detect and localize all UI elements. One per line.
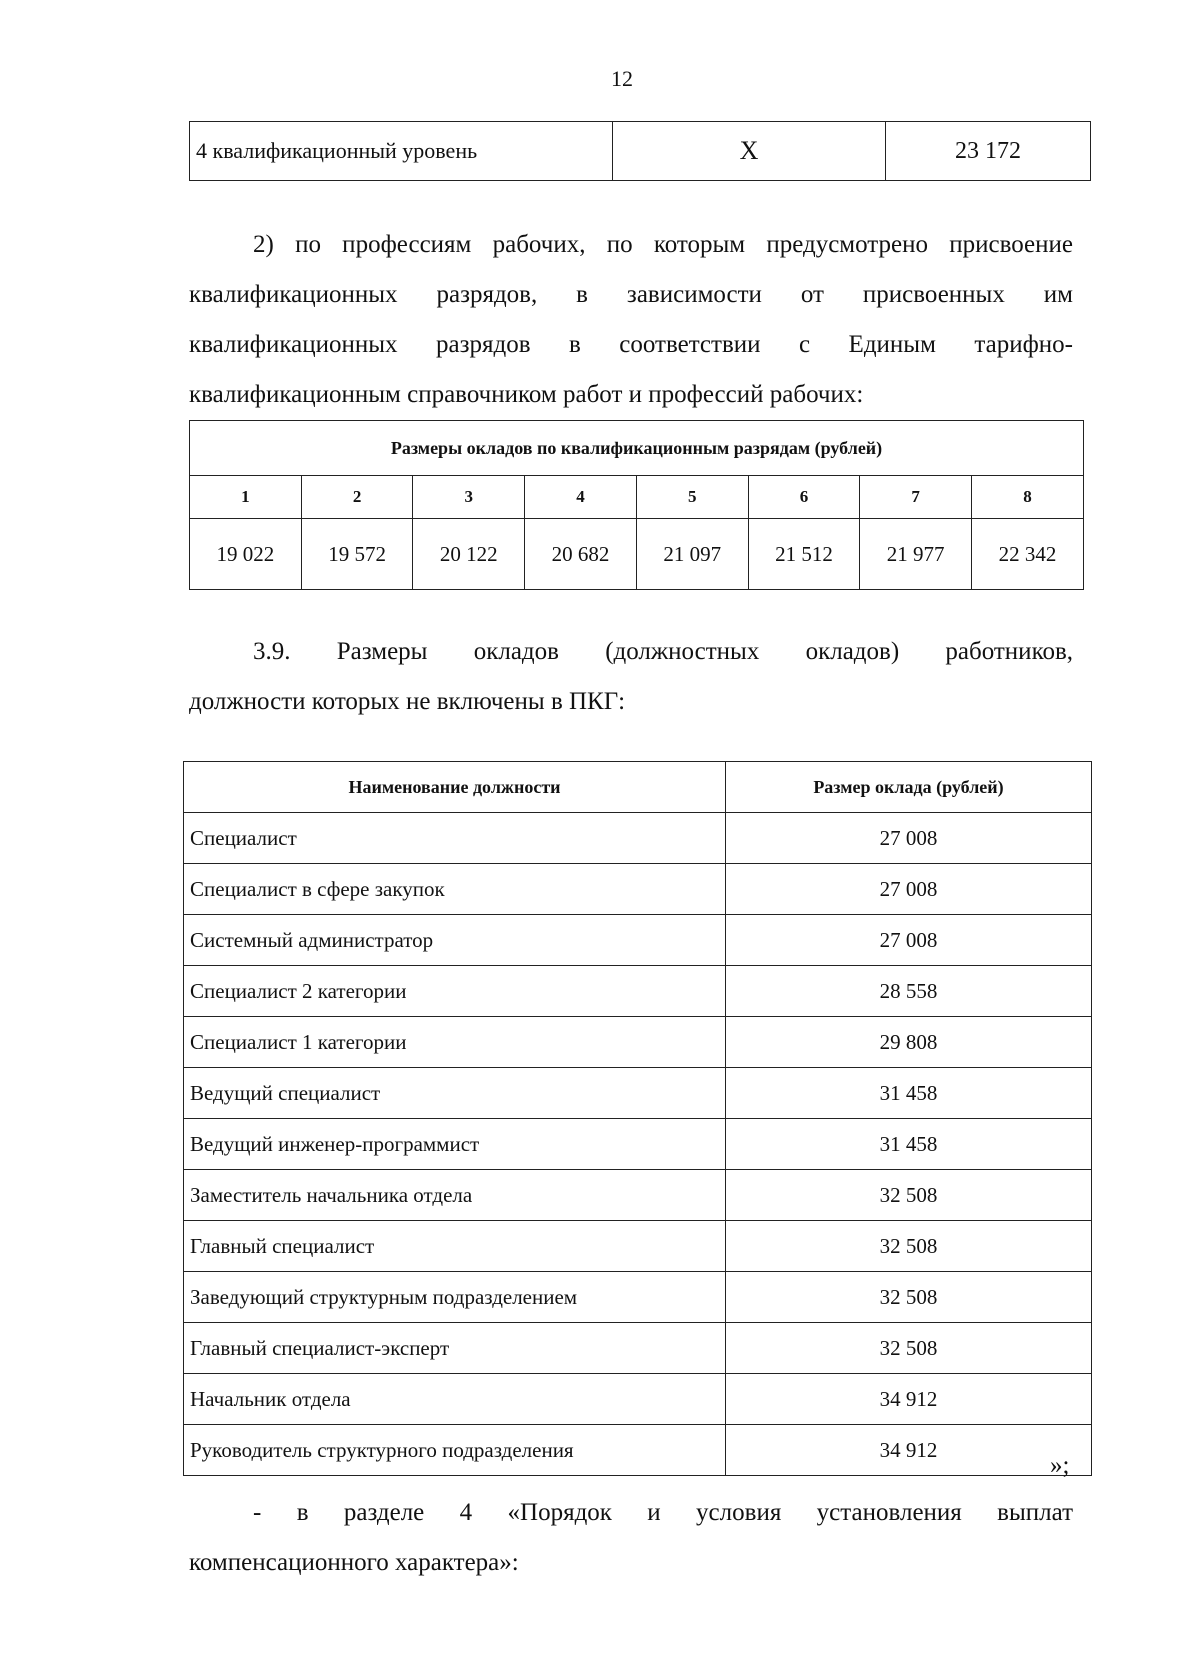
paragraph-line: - в разделе 4 «Порядок и условия установления выплат (253, 1499, 1073, 1526)
paragraph-line: 3.9. Размеры окладов (должностных окладов) работников, (253, 638, 1073, 665)
position-salary-cell: 32 508 (726, 1170, 1092, 1221)
table-row (184, 1017, 1092, 1068)
paragraph-workers (189, 220, 1073, 420)
grade-number: 4 (525, 476, 637, 519)
grade-salary: 19 572 (301, 519, 413, 590)
grade-salary: 21 512 (748, 519, 860, 590)
paragraph-line: должности которых не включены в ПКГ: (189, 688, 626, 715)
positions-table-body (184, 813, 1092, 1476)
table-row (184, 1221, 1092, 1272)
position-salary-cell: 29 808 (726, 1017, 1092, 1068)
paragraph-section-4 (189, 1488, 1073, 1588)
grade-salary: 20 122 (413, 519, 525, 590)
position-salary-cell: 32 508 (726, 1323, 1092, 1374)
position-name-cell: Главный специалист-эксперт (184, 1323, 726, 1374)
table-row (184, 915, 1092, 966)
paragraph-line: 2) по профессиям рабочих, по которым предусмотрено присвоение (253, 231, 1073, 258)
position-salary-cell: 32 508 (726, 1272, 1092, 1323)
position-name-cell: Руководитель структурного подразделения (184, 1425, 726, 1476)
position-salary-cell: 27 008 (726, 864, 1092, 915)
positions-salary-table (183, 761, 1092, 1476)
level-name-cell: 4 квалификационный уровень (190, 122, 613, 181)
table-row (190, 122, 1091, 181)
position-salary-cell: 34 912 (726, 1374, 1092, 1425)
table-row (184, 1119, 1092, 1170)
paragraph-line: квалификационных разрядов, в зависимости от присвоенных им (189, 281, 1073, 308)
grade-salary: 20 682 (525, 519, 637, 590)
position-name-cell: Системный администратор (184, 915, 726, 966)
position-name-cell: Специалист (184, 813, 726, 864)
grades-number-row (190, 476, 1084, 519)
position-salary-cell: 27 008 (726, 813, 1092, 864)
table-row (184, 1068, 1092, 1119)
position-salary-cell: 32 508 (726, 1221, 1092, 1272)
table-row (184, 1425, 1092, 1476)
table-row (184, 966, 1092, 1017)
position-name-cell: Ведущий специалист (184, 1068, 726, 1119)
position-name-cell: Начальник отдела (184, 1374, 726, 1425)
page-number: 12 (611, 66, 633, 91)
paragraph-line: квалификационных разрядов в соответствии с Единым тарифно- (189, 331, 1073, 358)
position-name-cell: Главный специалист (184, 1221, 726, 1272)
position-name-cell: Специалист 2 категории (184, 966, 726, 1017)
position-salary-cell: 28 558 (726, 966, 1092, 1017)
grades-table-header: Размеры окладов по квалификационным разрядам (рублей) (190, 421, 1084, 476)
grade-salary: 21 977 (860, 519, 972, 590)
closing-quote: »; (1050, 1452, 1070, 1479)
grade-number: 6 (748, 476, 860, 519)
qualification-level-table (189, 121, 1091, 181)
position-salary-cell: 31 458 (726, 1119, 1092, 1170)
grade-number: 2 (301, 476, 413, 519)
paragraph-3-9 (189, 627, 1073, 727)
level-mark-cell: X (613, 122, 886, 181)
table-row (184, 1272, 1092, 1323)
level-value-cell: 23 172 (886, 122, 1091, 181)
paragraph-line: компенсационного характера»: (189, 1549, 519, 1576)
table-row (184, 1374, 1092, 1425)
grade-salary: 19 022 (190, 519, 302, 590)
grade-number: 7 (860, 476, 972, 519)
table-row (184, 813, 1092, 864)
position-name-cell: Заместитель начальника отдела (184, 1170, 726, 1221)
position-salary-cell: 31 458 (726, 1068, 1092, 1119)
position-name-cell: Заведующий структурным подразделением (184, 1272, 726, 1323)
grades-salary-table (189, 420, 1084, 590)
table-row (184, 864, 1092, 915)
grade-number: 3 (413, 476, 525, 519)
paragraph-line: квалификационным справочником работ и профессий рабочих: (189, 381, 864, 408)
grade-salary: 21 097 (636, 519, 748, 590)
grade-number: 8 (972, 476, 1084, 519)
position-name-cell: Специалист в сфере закупок (184, 864, 726, 915)
position-salary-cell: 27 008 (726, 915, 1092, 966)
column-header-position: Наименование должности (184, 762, 726, 813)
grade-number: 1 (190, 476, 302, 519)
column-header-salary: Размер оклада (рублей) (726, 762, 1092, 813)
grade-salary: 22 342 (972, 519, 1084, 590)
grade-number: 5 (636, 476, 748, 519)
position-name-cell: Ведущий инженер-программист (184, 1119, 726, 1170)
table-header-row (184, 762, 1092, 813)
position-salary-cell: 34 912 (726, 1425, 1092, 1476)
table-row (184, 1323, 1092, 1374)
grades-value-row (190, 519, 1084, 590)
position-name-cell: Специалист 1 категории (184, 1017, 726, 1068)
table-row (184, 1170, 1092, 1221)
